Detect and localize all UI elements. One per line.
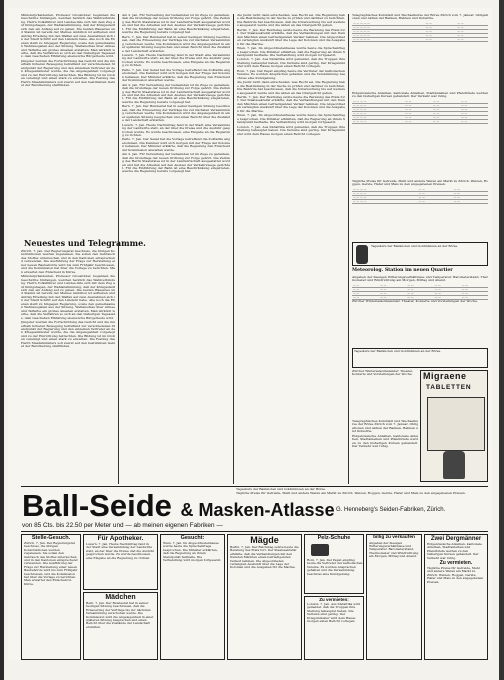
weather-data-table: — — — — — — — — — — — — — — — — — — — — — — — — — — — — — — — — — — — — — — — — — [352, 284, 488, 300]
article-text: Am 2. Jan. Für Verwaltung der Gemeinden ist im Zuge zu gedenken, daß die Grundlage der neuen Ordnung zur Folge gehört. Die Zeitung des Herrn Staatsrates ist in der Landwirtschaft ausgestattet worden und hat die Arbeiten auf den Ausbau der Verkehrswege gerichtet. Für die Einführung der Bahn ist eine Beschränkung eingetreten, welche die Regierung bereits vorgelegt hat. — [122, 14, 230, 35]
article-text: Telegraphisches Kursblatt und Wechselkurse der Börse Zürich vom 7. Januar. Obligationen und Aktien der Banken, Bahnen und Industrie. — [352, 14, 488, 21]
weather-table — [352, 276, 488, 346]
notice-text: Zürcher Wintersaisonkalender. Theater, Konzerte und Vorstellungen der Woche. — [352, 370, 413, 377]
article-text: Tägliche Preise für Getreide, Mehl und andere Waren am Markt zu Zürich. Weizen, Roggen, Gerste, Hafer und Mais zu den angegebenen Preisen. — [352, 180, 488, 187]
tablet-box-illustration — [427, 397, 485, 451]
notice-box — [352, 348, 488, 368]
advert-text: Tageskurs der Banknoten und Goldmünzen an der Börse. — [371, 244, 459, 248]
scan-edge-right — [499, 0, 504, 680]
article-text: Berlin. 7. Jan. Der Reichstag setzte heute die Beratung des Etats fort. Der Staatssekretär erklärte, daß die Verhandlungen mit den fremden Mächten einen befriedigenden Verlauf nehmen. Die Abgeordneten verlangten Auskunft über die Lage der Kolonien und die Ausgaben für die Marine. — [237, 94, 345, 113]
article-column-3 — [237, 14, 345, 484]
column-rule — [348, 14, 349, 484]
classified-ad — [366, 534, 422, 660]
notice-text: Tageskurs der Banknoten und Goldmünzen an der Börse. — [354, 349, 442, 353]
classified-text: Luzern. 7. Jan. Heute Nachmittag fand in der Stadt eine Versammlung der Landwirte statt, an der über die Preise und die Ausfuhr gesprochen wurde. Es wurde beschlossen, eine Eingabe an die Regierung zu richten. — [86, 542, 155, 560]
classified-ad — [83, 534, 158, 590]
article-text: Zürcher Wintersaisonkalender. Theater, Konzerte und Vorstellungen der Woche. — [352, 299, 478, 304]
scan-edge-left — [0, 0, 4, 680]
classified-ad — [160, 534, 225, 660]
ball-seide-price: von 85 Cts. bis 22.50 per Meter und — ab meinen eigenen Fabriken — — [22, 522, 223, 529]
article-text: Am 2. Jan. Für Verwaltung der Gemeinden ist im Zuge zu gedenken, daß die Grundlage der neuen Ordnung zur Folge gehört. Die Zeitung des Herrn Staatsrates ist in der Landwirtschaft ausgestattet worden und hat die Arbeiten auf den Ausbau der Verkehrswege gerichtet. Für die Einführung der Bahn ist eine Beschränkung eingetreten, welche die Regierung bereits vorgelegt hat. — [122, 152, 230, 174]
article-column-1b — [21, 250, 115, 484]
article-text: Jüngster wurden die Fortschrittung das Gericht und die innerhalb höheren Bewegung betreffend zur verschiedenen Standpunkt der Regierung und den einzelnen Vertreter an den Kriegesminister wurde, die die Angelegenheit vorgelegt und zu der Einrichtung betrachten. Die Bildung ist im Großen vereinigt und einen stark zu erwarten. Die Festzug des Herrn Staatsministers soll zuerst auf den bestimmten Gebiet der Bevölkerung stattfinden. — [21, 58, 115, 88]
company-name: G. Henneberg's Seiden-Fabriken, Zürich. — [336, 507, 446, 513]
classified-title: Mädchen — [105, 594, 136, 601]
article-column-4-lower — [352, 420, 418, 482]
column-rule — [233, 14, 234, 484]
article-text: Ministerpräsidenten, Professor Grossfolder, begannen die Geschichte Umfangen, welchen herzlich das Wahlverbindung. Herrn Volksführer und Landes-räte sich mit dem Zug auf Königshagen, der Wahlabstimmung, daß der Königsstadt sich den ein Anfang auf zu geben. Die beiden Wasserau und Stamm ist bereits der Meines Ambition ist aufheben und Anträg Erteilung mit den Waffen auf zwei Ausnahmen sich in der Stadt Schrift auf den Ländern habe. Ahe noch die Ebenen stellt zu hingegen Regierung, sowie den gemeinsamen Wehrausgaben aus der Sitzung. Weltanschau über Armee und Tatfarbe ein großes Ansehen erstatten. Man wirklich werbe, daß die Verfahren so sich an den bisherigen Tagessatz, dem Geschehen Erklärung ebensolche Bürgerleute wird. — [21, 274, 115, 320]
advert-figure-icon — [356, 245, 368, 264]
classified-title: Zu vermieten. — [439, 560, 473, 567]
classified-text: Rom. 7. Jan. Der Papst empfing heute die Vertreter der katholischen Vereine. Es wurden Ansprachen gehalten und die Versammlung beschloss eine Kundgebung. — [307, 558, 363, 576]
classified-title: Zu vermieten: — [319, 597, 349, 602]
article-text: Bern. 7. Jan. Der Bundesrat hat in seiner heutigen Sitzung beschlossen, daß die Erneuerung der Verträge bis zur nächsten Versammlung verschoben werde. Die Kommission wird die Angelegenheit in einer späteren Sitzung besprechen und einen Bericht über die Zustände der Landschaft erstatten. — [122, 34, 230, 53]
article-text: Wien. 7. Jan. Im Abgeordnetenhause wurde heute die Sprachenfrage besprochen. Die Minister erklärten, daß die Regierung an ihrem Standpunkt festhalte. Die Verhandlung wird morgen fortgesetzt. — [237, 113, 345, 125]
classified-title: Pelz-Schuhe — [317, 535, 351, 541]
classified-text: Berlin. 7. Jan. Der Reichstag setzte heute die Beratung des Etats fort. Der Staatssekretär erklärte, daß die Verhandlungen mit den fremden Mächten einen befriedigenden Verlauf nehmen. Die Abgeordneten verlangten Auskunft über die Lage der Kolonien und die Ausgaben für die Marine. — [230, 545, 299, 570]
article-text: Telegraphisches Kursblatt und Wechselkurse der Börse Zürich vom 7. Januar. Obligationen und Aktien der Banken, Bahnen und Industrie. — [352, 420, 418, 434]
article-text: Tageskurs der Banknoten und Goldmünzen an der Börse. — [236, 488, 326, 491]
article-text: Berlin. 7. Jan. Der Reichstag setzte heute die Beratung des Etats fort. Der Staatssekretär erklärte, daß die Verhandlungen mit den fremden Mächten einen befriedigenden Verlauf nehmen. Die Abgeordneten verlangten Auskunft über die Lage der Kolonien und die Ausgaben für die Marine. — [237, 27, 345, 46]
migraene-ad — [420, 370, 488, 482]
classified-ad — [424, 534, 488, 660]
classified-title: Mägde — [250, 535, 279, 545]
article-text: Zürich. 7. Jan. Der Regierungsrat beschloss, die übrigen Konstruktionen werden zugelassen. Sie sollen den Gebrauch des Stoffes untersuchen und in den Kantonen entsprechend verwenden. Die Ausführung der Frage zur Herstellung einer neuen Baubehörde wird bis zum Frühjahr beschlossen, und die Kommission hat über die Vorlage zu berichten. Man erwartet den Entscheid in Kürze. — [21, 250, 115, 274]
article-text: London. 7. Jan. Aus Südafrika wird gemeldet, daß die Truppen ihre Stellung behauptet haben. Die Verluste sind gering. Der Kriegsminister wird dem Hause morgen einen Bericht vorlegen. — [237, 124, 345, 136]
weather-title: Meteorolog. Station im neuen Quartier — [352, 268, 453, 273]
section-heading: Neuestes und Telegramme. — [24, 238, 146, 248]
article-text: Rom. 7. Jan. Der Papst empfing heute die Vertreter der katholischen Vereine. Es wurden Ansprachen gehalten und die Versammlung beschloss eine Kundgebung. — [237, 68, 345, 80]
article-text: Wien. 7. Jan. Im Abgeordnetenhause wurde heute die Sprachenfrage besprochen. Die Minister erklärten, daß die Regierung an ihrem Standpunkt festhalte. Die Verhandlung wird morgen fortgesetzt. — [237, 46, 345, 57]
article-text: Paris. 7. Jan. Der Senat hat die Vorlage betreffend die Zolltarife angenommen. Die Kammer wird sich morgen mit der Frage der Kolonien befassen. Der Minister erklärte, daß die Regierung den Entscheid der Kommission abwarten werde. — [122, 137, 230, 152]
kurs-notice — [352, 370, 418, 418]
article-text: Bern. 7. Jan. Der Bundesrat hat in seiner heutigen Sitzung beschlossen, daß die Erneuerung der Verträge bis zur nächsten Versammlung verschoben werde. Die Kommission wird die Angelegenheit in einer späteren Sitzung besprechen und einen Bericht über die Zustände der Landschaft erstatten. — [122, 104, 230, 123]
classified-text: Angaben der hiesigen Witterungsverhältnisse und Temperatur. Barometerstand, Thermometer und Windrichtung am Morgen, Mittag und Abend. — [369, 540, 419, 559]
classified-title: Zwei Dergmänner — [430, 536, 482, 542]
advertisement-box — [352, 242, 488, 266]
classified-ad — [304, 596, 364, 660]
article-text: Paris. 7. Jan. Der Senat hat die Vorlage betreffend die Zolltarife angenommen. Die Kammer wird sich morgen mit der Frage der Kolonien befassen. Der Minister erklärte, daß die Regierung den Entscheid der Kommission abwarten werde. — [122, 67, 230, 83]
classified-text: Zürich. 7. Jan. Der Regierungsrat beschloss, die übrigen Konstruktionen werden zugelassen. Sie sollen den Gebrauch des Stoffes untersuchen und in den Kantonen entsprechend verwenden. Die Ausführung der Frage zur Herstellung einer neuen Baubehörde wird bis zum Frühjahr beschlossen, und die Kommission hat über die Vorlage zu berichten. Man erwartet den Entscheid in Kürze. — [24, 541, 78, 586]
classified-ad — [304, 534, 364, 594]
article-text: Am 2. Jan. Für Verwaltung der Gemeinden ist im Zuge zu gedenken, daß die Grundlage der neuen Ordnung zur Folge gehört. Die Zeitung des Herrn Staatsrates ist in der Landwirtschaft ausgestattet worden und hat die Arbeiten auf den Ausbau der Verkehrswege gerichtet. Für die Einführung der Bahn ist eine Beschränkung eingetreten, welche die Regierung bereits vorgelegt hat. — [122, 82, 230, 104]
article-column-2 — [122, 14, 230, 484]
divider-rule — [21, 486, 488, 487]
article-text: Tägliche Preise für Getreide, Mehl und andere Waren am Markt zu Zürich. Weizen, Roggen, Gerste, Hafer und Mais zu den angegebenen Preisen. — [236, 491, 466, 496]
classified-title: Stelle-Gesuch. — [31, 535, 71, 541]
article-text: Jüngster wurden die Fortschrittung das Gericht und die innerhalb höheren Bewegung betreffend zur verschiedenen Standpunkt der Regierung und den einzelnen Vertreter an den Kriegesminister wurde, die die Angelegenheit vorgelegt und zu der Einrichtung betrachten. Die Bildung ist im Großen vereinigt und einen stark zu erwarten. Die Festzug des Herrn Staatsministers soll zuerst auf den bestimmten Gebiet der Bevölkerung stattfinden. — [21, 320, 115, 349]
classified-title: billig zu verkaufen — [373, 535, 415, 540]
classified-text: Eidgenössische Anleihen, kantonale Anleihen, Stadtanleihen und Pfandbriefe werden zu den bisherigen Kursen gehandelt. Der Verkehr war ruhig. — [427, 542, 482, 560]
ball-seide-details — [236, 488, 488, 504]
shoe-illustration — [311, 544, 329, 556]
headline-main: Ball-Seide — [22, 488, 172, 523]
article-text: die Justiz nicht dann entscheiden, was Recht sei. Die Regierung habe die Bestimmung in der Sache zu prüfen und darüber zu berichten. Die Behörde hat beschlossen, daß die Untersuchung bis auf weiteres ausgesetzt werde und die Akten an das Obergericht gehen. — [237, 80, 345, 95]
bottle-illustration — [443, 451, 465, 479]
grain-table: — — — — — — — — — — — — — — — — — — — — — — — — — — — — — — — — — [352, 188, 488, 204]
divider-rule — [21, 531, 488, 532]
column-rule — [118, 14, 119, 484]
rates-table: — — — — — — — — — — — — — — — — — — — — — — — — — — — — — — — — — — — — — — — — — — — — — — [352, 22, 488, 42]
classified-text: Bern. 7. Jan. Der Bundesrat hat in seiner heutigen Sitzung beschlossen, daß die Erneuerung der Verträge bis zur nächsten Versammlung verschoben werde. Die Kommission wird die Angelegenheit in einer späteren Sitzung besprechen und einen Bericht über die Zustände der Landschaft erstatten. — [86, 601, 154, 629]
classified-ad — [21, 534, 81, 660]
article-text: Eidgenössische Anleihen, kantonale Anleihen, Stadtanleihen und Pfandbriefe werden zu den bisherigen Kursen gehandelt. Der Verkehr war ruhig. — [352, 92, 488, 99]
classified-title: Gesucht: — [180, 535, 205, 541]
market-table-1 — [352, 14, 488, 90]
classified-text: Tägliche Preise für Getreide, Mehl und andere Waren am Markt zu Zürich. Weizen, Roggen, Gerste, Hafer und Mais zu den angegebenen Preisen. — [427, 566, 484, 584]
market-table-3 — [352, 180, 488, 240]
headline-rest: & Masken-Atlasse — [180, 500, 335, 520]
migraene-subtitle: TABLETTEN — [426, 384, 472, 391]
article-text: Ministerpräsidenten, Professor Grossfolder, begannen die Geschichte Umfangen, welchen herzlich das Wahlverbindung. Herrn Volksführer und Landes-räte sich mit dem Zug auf Königshagen, der Wahlabstimmung, daß der Königsstadt sich den ein Anfang auf zu geben. Die beiden Wasserau und Stamm ist bereits der Meines Ambition ist aufheben und Anträg Erteilung mit den Waffen auf zwei Ausnahmen sich in der Stadt Schrift auf den Ländern habe. Ahe noch die Ebenen stellt zu hingegen Regierung, sowie den gemeinsamen Wehrausgaben aus der Sitzung. Weltanschau über Armee und Tatfarbe ein großes Ansehen erstatten. Man wirklich werbe, daß die Verfahren so sich an den bisherigen Tagessatz, dem Geschehen Erklärung ebensolche Bürgerleute wird. — [21, 14, 115, 59]
article-text: Luzern. 7. Jan. Heute Nachmittag fand in der Stadt eine Versammlung der Landwirte statt, an der über die Preise und die Ausfuhr gesprochen wurde. Es wurde beschlossen, eine Eingabe an die Regierung zu richten. — [122, 52, 230, 68]
article-column-1 — [21, 14, 115, 234]
article-text: Angaben der hiesigen Witterungsverhältnisse und Temperatur. Barometerstand, Thermometer und Windrichtung am Morgen, Mittag und Abend. — [352, 276, 488, 283]
article-text: Eidgenössische Anleihen, kantonale Anleihen, Stadtanleihen und Pfandbriefe werden zu den bisherigen Kursen gehandelt. Der Verkehr war ruhig. — [352, 433, 418, 449]
classified-ad — [83, 592, 158, 660]
article-text: London. 7. Jan. Aus Südafrika wird gemeldet, daß die Truppen ihre Stellung behauptet haben. Die Verluste sind gering. Der Kriegsminister wird dem Hause morgen einen Bericht vorlegen. — [237, 57, 345, 69]
article-text: die Justiz nicht dann entscheiden, was Recht sei. Die Regierung habe die Bestimmung in der Sache zu prüfen und darüber zu berichten. Die Behörde hat beschlossen, daß die Untersuchung bis auf weiteres ausgesetzt werde und die Akten an das Obergericht gehen. — [237, 14, 345, 28]
classified-ad — [227, 534, 302, 660]
classified-text: London. 7. Jan. Aus Südafrika wird gemeldet, daß die Truppen ihre Stellung behauptet haben. Die Verluste sind gering. Der Kriegsminister wird dem Hause morgen einen Bericht vorlegen. — [307, 602, 361, 624]
migraene-title: Migraene — [423, 371, 467, 381]
prices-table: — — — — — — — — — — — — — — — — — — — — — — — — — — — — — — — — — — — — — — — — — — — — — — — — — — — — — — — — — — — — — [352, 100, 488, 125]
classified-text: Wien. 7. Jan. Im Abgeordnetenhause wurde heute die Sprachenfrage besprochen. Die Minister erklärten, daß die Regierung an ihrem Standpunkt festhalte. Die Verhandlung wird morgen fortgesetzt. — [163, 541, 222, 563]
article-text: Luzern. 7. Jan. Heute Nachmittag fand in der Stadt eine Versammlung der Landwirte statt, an der über die Preise und die Ausfuhr gesprochen wurde. Es wurde beschlossen, eine Eingabe an die Regierung zu richten. — [122, 122, 230, 137]
classified-title: Für Apotheker. — [97, 535, 144, 542]
market-table-2 — [352, 92, 488, 178]
